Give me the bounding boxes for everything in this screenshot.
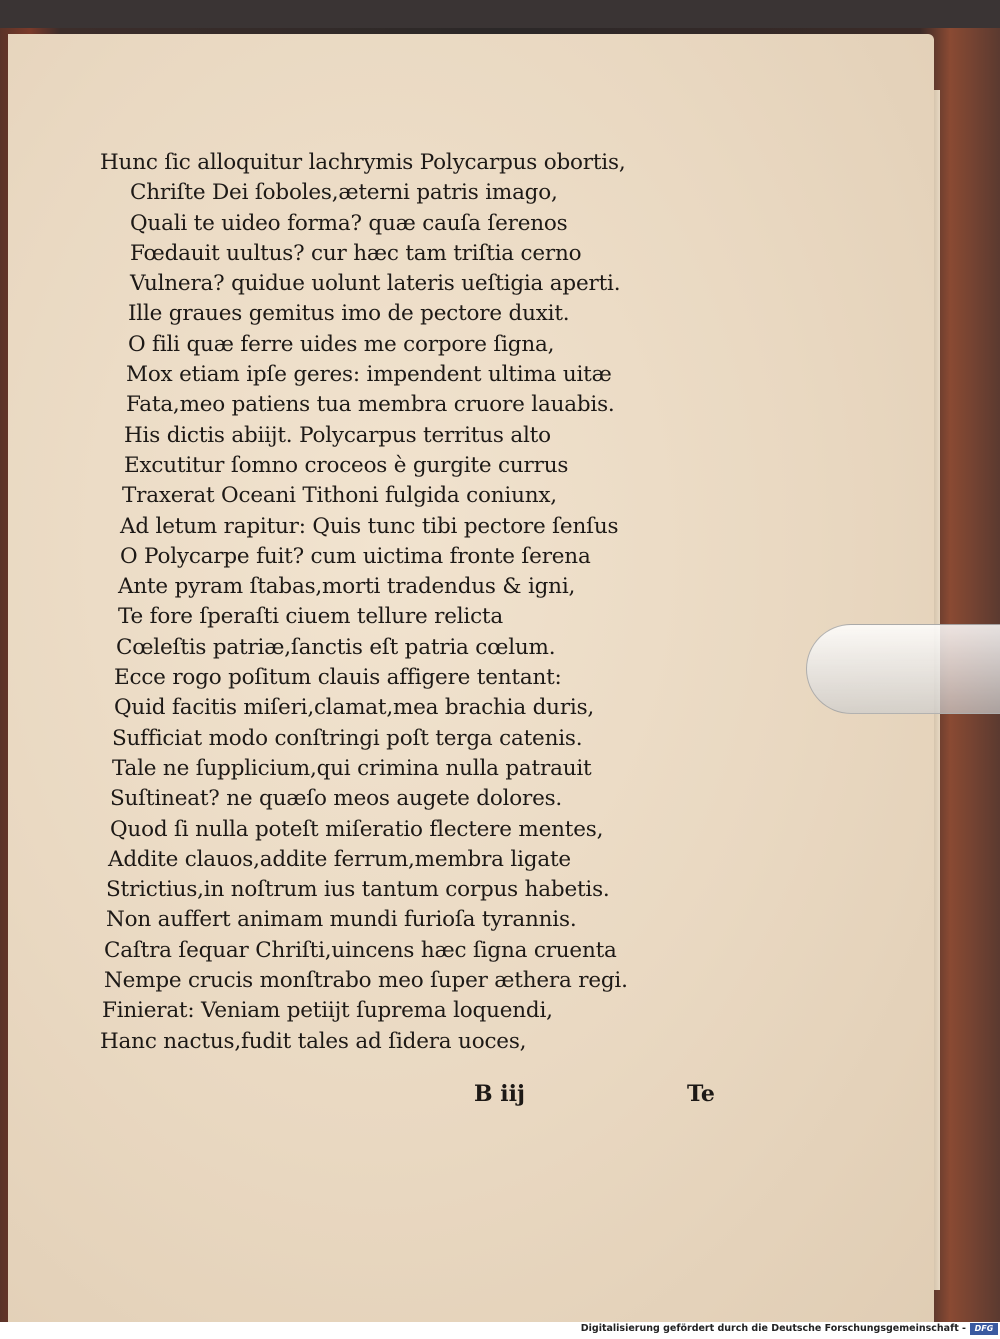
verse-line: Addite clauos,addite ferrum,membra ligate [108, 846, 571, 872]
signature-mark: B iij [474, 1081, 525, 1107]
verse-line: O fili quæ ferre uides me corpore ſigna, [128, 331, 555, 357]
verse-line: Suſtineat? ne quæſo meos augete dolores. [110, 786, 563, 812]
verse-line: Strictius,in noſtrum ius tantum corpus habetis. [106, 877, 610, 903]
verse-line: Ante pyram ſtabas,morti tradendus & igni, [118, 574, 576, 600]
verse-line: Chriſte Dei ſoboles,æterni patris imago, [130, 180, 558, 206]
verse-line: Non auffert animam mundi furioſa tyrannis. [106, 907, 577, 933]
plastic-page-clip [806, 624, 1000, 714]
verse-line: Ecce rogo poſitum clauis affigere tentant: [114, 665, 562, 691]
verse-line: Tale ne ſupplicium,qui crimina nulla patrauit [112, 755, 592, 781]
verse-line: Fata,meo patiens tua membra cruore lauabis. [126, 392, 615, 418]
verse-line: Sufficiat modo conſtringi poſt terga catenis. [112, 725, 583, 751]
verse-line: His dictis abiijt. Polycarpus territus alto [124, 422, 551, 448]
verse-line: Nempe crucis monſtrabo meo ſuper æthera regi. [104, 968, 628, 994]
verse-line: Quod ſi nulla poteſt miſeratio flectere mentes, [110, 816, 604, 842]
verse-line: Caſtra ſequar Chriſti,uincens hæc ſigna cruenta [104, 937, 617, 963]
verse-line: Ille graues gemitus imo de pectore duxit. [128, 301, 570, 327]
verse-line: Quali te uideo forma? quæ cauſa ſerenos [130, 210, 568, 236]
verse-line: O Polycarpe fuit? cum uictima fronte ſerena [120, 543, 591, 569]
verse-line: Traxerat Oceani Tithoni fulgida coniunx, [122, 483, 557, 509]
verse-line: Cœleſtis patriæ,ſanctis eſt patria cœlum. [116, 634, 556, 660]
verse-line: Te fore ſperaſti ciuem tellure relicta [118, 604, 503, 630]
verse-text-block [100, 148, 740, 1057]
dfg-logo-icon: DFG [970, 1323, 998, 1335]
verse-line: Excutitur ſomno croceos è gurgite currus [124, 452, 569, 478]
verse-line: Fœdauit uultus? cur hæc tam triſtia cerno [130, 240, 582, 266]
verse-line: Vulnera? quidue uolunt lateris ueſtigia aperti. [130, 271, 621, 297]
verse-line: Hanc nactus,fudit tales ad ſidera uoces, [100, 1028, 527, 1054]
catchword: Te [687, 1081, 715, 1107]
verse-line: Ad letum rapitur: Quis tunc tibi pectore ſenſus [120, 513, 619, 539]
verse-line: Mox etiam ipſe geres: impendent ultima uitæ [126, 362, 612, 388]
verse-line: Hunc ſic alloquitur lachrymis Polycarpus obortis, [100, 150, 626, 175]
verse-line: Finierat: Veniam petiijt ſuprema loquendi, [102, 998, 553, 1024]
digitization-credit: Digitalisierung gefördert durch die Deutsche Forschungsgemeinschaft - [580, 1323, 966, 1334]
verse-line: Quid facitis miſeri,clamat,mea brachia duris, [114, 695, 595, 721]
